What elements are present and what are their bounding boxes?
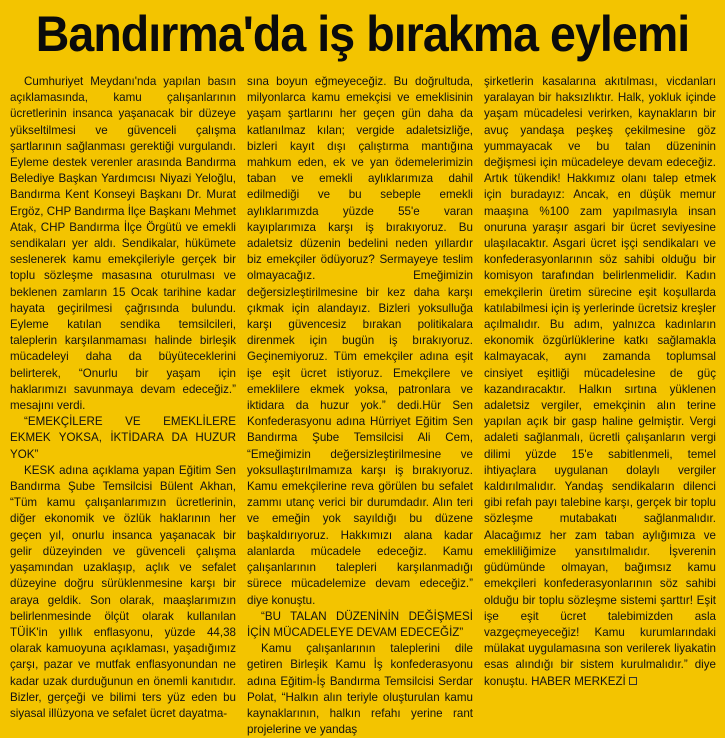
paragraph: Cumhuriyet Meydanı'nda yapılan basın açıklamasında, kamu çalışanlarının ücretlerinin insanca yaşanacak bir düzeye yükseltilmesi ve güvenceli çalışma şartlarının sağlanması gerektiği vurgulandı. Eyleme destek verenler arasında Bandırma Belediye Başkan Yardımcısı Niyazi Yeloğlu, Bandırma Kent Konseyi Başkanı Dr. Murat Ergöz, CHP Bandırma İlçe Başkanı Mehmet Atak, CHP Bandırma İlçe Örgütü ve emekli sendikaları yer aldı. Sendikalar, hükümete seslenerek kamu emekçileriyle gerçek bir toplu sözleşme masasına oturulması ve beklenen zamların 15 Ocak tarihine kadar hayata geçirilmesi çağrısında bulundu. Eyleme katılan sendika temsilcileri, taleplerin karşılanmaması halinde birleşik mücadeleyi daha da büyüteceklerini belirterek, “Onurlu bir yaşam için haklarımızı savunmaya devam edeceğiz.” mesajını verdi. [10, 75, 236, 413]
paragraph-text: şirketlerin kasalarına akıtılması, vicdanları yaralayan bir haksızlıktır. Halk, yokluk içinde yaşam mücadelesi verirken, kaynakların bir avuç yandaşa peşkeş çekilmesine göz yummayacak ve bu talan düzeninin değişmesi için mücadeleye devam edeceğiz. Artık tükendik! Hakkımız olanı talep etmek için buradayız: Ancak, en düşük memur maaşına %100 zam yapılmasıyla insan onuruna yaraşır asgari bir ücret seviyesine ulaşılacaktır. Asgari ücret işçi sendikaları ve konfederasyonlarının söz sahibi olduğu bir komisyon tarafından belirlenmelidir. Kadın emekçilerin üretim sürecine eşit koşullarda katılabilmesi için iş yerlerinde ücretsiz kreşler açılmalıdır. Bu adım, yalnızca kadınların ekonomik özgürlüklerine katkı sağlamakla kalmayacak, aynı zamanda toplumsal cinsiyet eşitliği mücadelesine de güç kazandıracaktır. Halkın sırtına yüklenen adaletsiz vergiler, emekçinin alın terine yapılan açık bir gasp haline gelmiştir. Vergi adaleti sağlanmalı, ücretli çalışanların vergi dilimi yüzde 15'e sabitlenmeli, temel ihtiyaçlara uygulanan dolaylı vergiler kaldırılmalıdır. Yandaş sendikaların dilenci gibi refah payı talebine karşı, gerçek bir toplu sözleşme mutabakatı sağlanmalıdır. Alacağımız her zam taban aylığımıza ve emekliliğimize yansıtılmalıdır. İşverenin güdümünde olmayan, bağımsız kamu emekçileri konfederasyonlarının söz sahibi olduğu bir toplu sözleşme sistemi şarttır! Eşit işe eşit ücret talebimizden asla vazgeçmeyeceğiz! Kamu kurumlarındaki mülakat uygulamasına son verilerek liyakatin esas alındığı bir sistem kurulmalıdır.” diye konuştu. [484, 75, 716, 688]
paragraph: Kamu çalışanlarının taleplerini dile getiren Birleşik Kamu İş konfederasyonu adına Eğitim-İş Bandırma Temsilcisi Serdar Polat, “Halkın alın teriyle oluşturulan kamu kaynaklarının, halkın refahı yerine rant projelerine ve yandaş [247, 642, 473, 737]
paragraph [484, 74, 716, 690]
paragraph: KESK adına açıklama yapan Eğitim Sen Bandırma Şube Temsilcisi Bülent Akhan, “Tüm kamu çalışanlarımızın ücretlerinin, diğer ekonomik ve özlük haklarının her geçen yıl, onurlu insanca yaşanacak bir gelir düzeyinden ve güvenceli çalışma yaşamından uzaklaşıp, açlık ve sefalet düzeyine doğru sürüklenmesine karşı bir araya geldik. Son olarak, maaşlarımızın belirlenmesinde ölçüt olarak kullanılan TÜİK'in yıllık enflasyonu, yüzde 44,38 olarak kamuoyuna açıklaması, yaşadığımız çarşı, pazar ve mutfak enflasyonundan ne kadar uzak durduğunun en önemli kanıtıdır. Bizler, gerçeği ve bilimi ters yüz eden bu siyasal illüzyona ve sefalet ücret dayatma- [10, 463, 236, 720]
headline: Bandırma'da iş bırakma eylemi [35, 6, 690, 62]
article-column-3 [484, 74, 716, 710]
subheading: “EMEKÇİLERE VE EMEKLİLERE EKMEK YOKSA, İKTİDARA DA HUZUR YOK” [10, 415, 236, 461]
paragraph: sına boyun eğmeyeceğiz. Bu doğrultuda, milyonlarca kamu emekçisi ve emeklisinin yaşam şartlarını her geçen gün daha da katlanılmaz kılan; vergide adaletsizliğe, bizleri kayıt dışı çalıştırma mantığına mahkum eden, ek ve yan ödemelerimizin taban ve emekli aylıklarımıza dahil edilmediği ve bu sebeple emekli aylıklarımızda yüzde 55'e varan kayıplarımıza karşı iş bırakıyoruz. Bu adaletsiz düzenin bedelini neden yıllardır biz emekçiler ödüyoruz? Sermayeye teslim olmayacağız. Emeğimizin değersizleştirilmesine bir kez daha karşı çıkmak için alandayız. Bizleri yoksulluğa karşı güvencesiz bırakan politikalara direnmek için bugün iş bırakıyoruz. Geçinemiyoruz. Tüm emekçiler adına eşit işe eşit ücret istiyoruz. Emekçilere ve emeklilere ekmek yoksa, patronlara ve iktidara da huzur yok.” dedi.Hür Sen Konfederasyonu adına Hürriyet Eğitim Sen Bandırma Şube Temsilcisi Ali Cem, “Emeğimizin değersizleştirilmesine ve yoksullaştırılmamıza karşı iş bırakıyoruz. Kamu emekçilerine reva görülen bu sefalet zammı utanç verici bir durumdadır. Alın teri ve emeğin yok sayıldığı bu düzene başkaldırıyoruz. Hakkımızı alana kadar alanlarda mücadele edeceğiz. Kamu çalışanlarının talepleri karşılanmadığı sürece mücadelemize devam edeceğiz.” diye konuştu. [247, 75, 473, 607]
subheading: “BU TALAN DÜZENİNİN DEĞİŞMESİ İÇİN MÜCADELEYE DEVAM EDECEĞİZ” [247, 609, 473, 639]
end-mark-icon [629, 677, 637, 685]
article-column-2 [247, 74, 473, 737]
article-column-1 [10, 74, 236, 720]
byline: HABER MERKEZİ [531, 674, 626, 688]
